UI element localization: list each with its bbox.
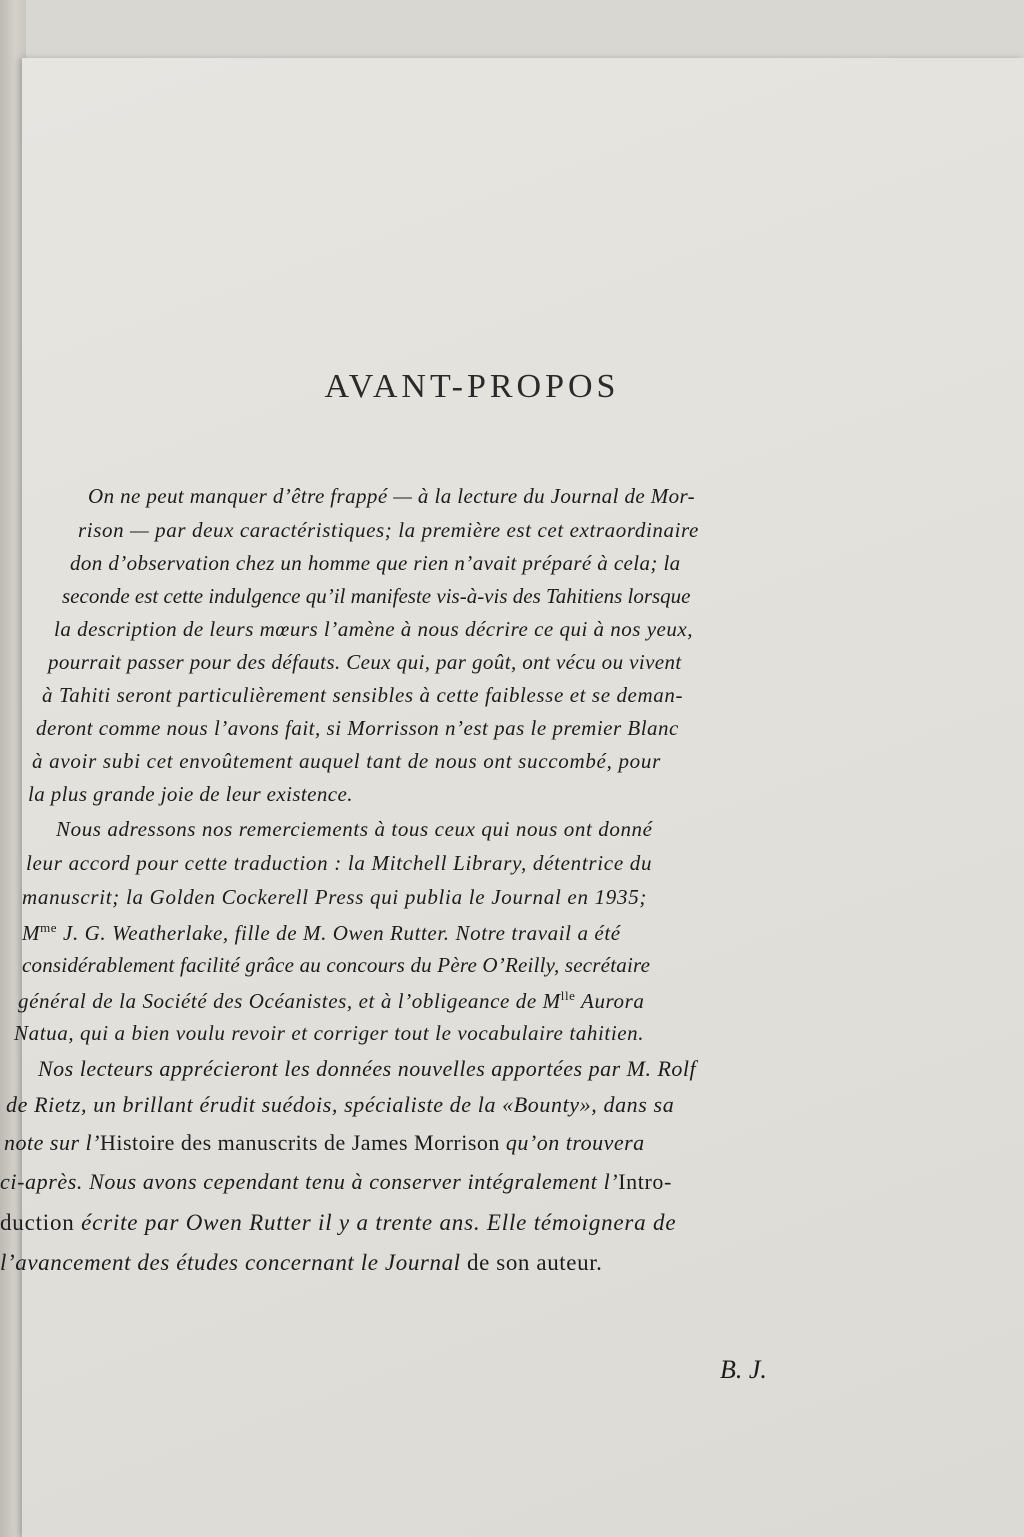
text-fragment: note sur l’ — [4, 1130, 100, 1155]
text-fragment: l’avancement des études concernant le — [0, 1250, 385, 1275]
text-line: pourrait passer pour des défauts. Ceux qui, par goût, ont vécu ou vivent — [48, 650, 682, 674]
text-line: rison — par deux caractéristiques; la première est cet extraordinaire — [78, 518, 699, 542]
text-line: Nos lecteurs apprécieront les données nouvelles apportées par M. Rolf — [38, 1056, 697, 1081]
superscript: lle — [560, 988, 576, 1003]
text-line: leur accord pour cette traduction : la Mitchell Library, détentrice du — [26, 851, 653, 875]
text-fragment: écrite par Owen Rutter il y a trente ans. Elle témoignera de — [74, 1210, 677, 1235]
text-line: à Tahiti seront particulièrement sensibles à cette faiblesse et se deman- — [42, 683, 684, 707]
text-fragment: ci-après. Nous avons cependant tenu à conserver intégralement l’ — [0, 1169, 619, 1194]
text-fragment: général de la Société des Océanistes, et à l’obligeance de M — [18, 989, 561, 1013]
author-initials: B. J. — [720, 1355, 767, 1384]
text-line: Natua, qui a bien voulu revoir et corriger tout le vocabulaire tahitien. — [14, 1021, 645, 1045]
text-fragment: duction — [0, 1210, 75, 1235]
text-line: manuscrit; la Golden Cockerell Press qui publia le Journal en 1935; — [22, 885, 648, 909]
text-fragment: Intro- — [618, 1169, 672, 1194]
text-fragment: de son auteur. — [460, 1250, 603, 1275]
text-line — [0, 1171, 672, 1193]
text-line: don d’observation chez un homme que rien n’avait préparé à cela; la — [70, 551, 681, 575]
text-line: seconde est cette indulgence qu’il manifeste vis-à-vis des Tahitiens lorsque — [62, 584, 691, 608]
text-fragment: M — [22, 921, 41, 945]
text-line: Nous adressons nos remerciements à tous ceux qui nous ont donné — [56, 817, 653, 841]
text-line: On ne peut manquer d’être frappé — à la lecture du Journal de Mor- — [88, 484, 696, 508]
page-title: AVANT-PROPOS — [324, 368, 620, 405]
text-line: à avoir subi cet envoûtement auquel tant de nous ont succombé, pour — [32, 749, 661, 773]
text-fragment: J. G. Weatherlake, fille de M. Owen Rutter. Notre travail a été — [63, 921, 621, 945]
text-line — [18, 989, 645, 1012]
superscript: me — [40, 920, 58, 935]
book-page — [0, 58, 1024, 1537]
text-fragment: Histoire des manuscrits de James Morrison — [99, 1130, 500, 1155]
text-line — [0, 1251, 603, 1274]
text-line: la description de leurs mœurs l’amène à nous décrire ce qui à nos yeux, — [54, 617, 693, 641]
text-fragment: Journal — [384, 1250, 461, 1275]
text-fragment: Aurora — [581, 989, 645, 1013]
text-line: deront comme nous l’avons fait, si Morrisson n’est pas le premier Blanc — [36, 716, 679, 740]
text-line: la plus grande joie de leur existence. — [28, 782, 353, 806]
text-line — [4, 1132, 645, 1154]
text-line — [0, 1211, 676, 1234]
text-line: considérablement facilité grâce au concours du Père O’Reilly, secrétaire — [22, 953, 651, 977]
text-fragment: qu’on trouvera — [499, 1130, 645, 1155]
text-line — [22, 921, 621, 944]
text-line: de Rietz, un brillant érudit suédois, spécialiste de la «Bounty», dans sa — [6, 1092, 675, 1117]
